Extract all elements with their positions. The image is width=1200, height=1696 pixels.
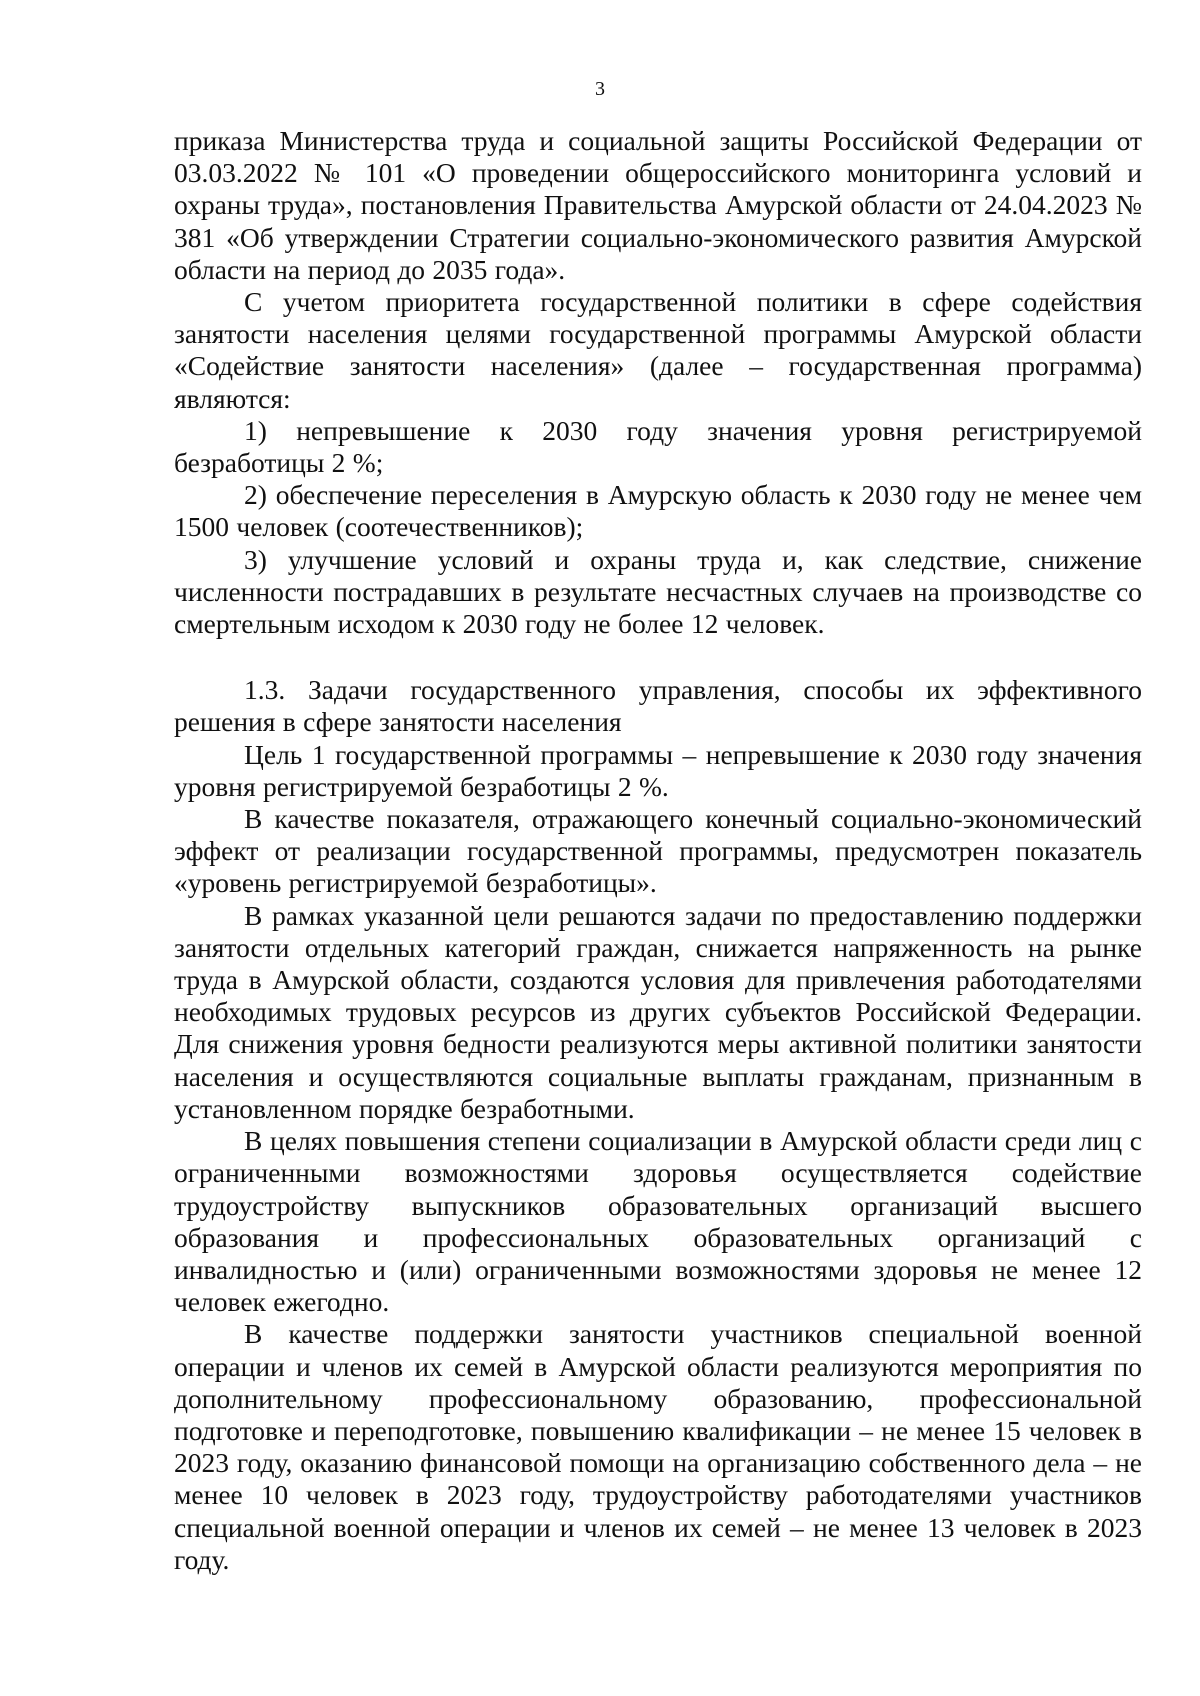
paragraph-goal-1-description: Цель 1 государственной программы – непревышение к 2030 году значения уровня регистрируемой безработицы 2 %.	[174, 738, 1142, 802]
paragraph-goal-1: 1) непревышение к 2030 году значения уровня регистрируемой безработицы 2 %;	[174, 414, 1142, 479]
paragraph-socialization: В целях повышения степени социализации в Амурской области среди лиц с ограниченными возможностями здоровья осуществляется содействие трудоустройству выпускников образовательных организаций высшего образования и профессиональных образовательных организаций с инвалидностью и (или) ограниченными возможностями здоровья не менее 12 человек ежегодно.	[174, 1125, 1142, 1318]
paragraph-indicator: В качестве показателя, отражающего конечный социально-экономический эффект от реализации государственной программы, предусмотрен показатель «уровень регистрируемой безработицы».	[174, 803, 1142, 899]
paragraph-goal-3: 3) улучшение условий и охраны труда и, как следствие, снижение численности пострадавших в результате несчастных случаев на производстве со смертельным исходом к 2030 году не более 12 человек.	[174, 543, 1142, 640]
paragraph-goal-2: 2) обеспечение переселения в Амурскую область к 2030 году не менее чем 1500 человек (соотечественников);	[174, 479, 1142, 543]
paragraph-svo-support: В качестве поддержки занятости участников специальной военной операции и членов их семей в Амурской области реализуются мероприятия по дополнительному профессиональному образованию, профессиональной подготовке и переподготовке, повышению квалификации – не менее 15 человек в 2023 году, оказанию финансовой помощи на организацию собственного дела – не менее 10 человек в 2023 году, трудоустройству работодателями участников специальной военной операции и членов их семей – не менее 13 человек в 2023 году.	[174, 1318, 1142, 1575]
page-number: 3	[595, 78, 605, 100]
paragraph-program-goals-intro: С учетом приоритета государственной политики в сфере содействия занятости населения целями государственной программы Амурской области «Содействие занятости населения» (далее – государственная программа) являются:	[174, 286, 1142, 414]
paragraph-tasks: В рамках указанной цели решаются задачи по предоставлению поддержки занятости отдельных категорий граждан, снижается напряженность на рынке труда в Амурской области, создаются условия для привлечения работодателями необходимых трудовых ресурсов из других субъектов Российской Федерации. Для снижения уровня бедности реализуются меры активной политики занятости населения и осуществляются социальные выплаты гражданам, признанным в установленном порядке безработными.	[174, 899, 1142, 1124]
section-heading-1-3: 1.3. Задачи государственного управления, способы их эффективного решения в сфере занятости населения	[174, 674, 1142, 738]
document-body	[174, 125, 1142, 1576]
paragraph-legal-basis: приказа Министерства труда и социальной защиты Российской Федерации от 03.03.2022 № 101 «О проведении общероссийского мониторинга условий и охраны труда», постановления Правительства Амурской области от 24.04.2023 № 381 «Об утверждении Стратегии социально-экономического развития Амурской области на период до 2035 года».	[174, 125, 1142, 285]
